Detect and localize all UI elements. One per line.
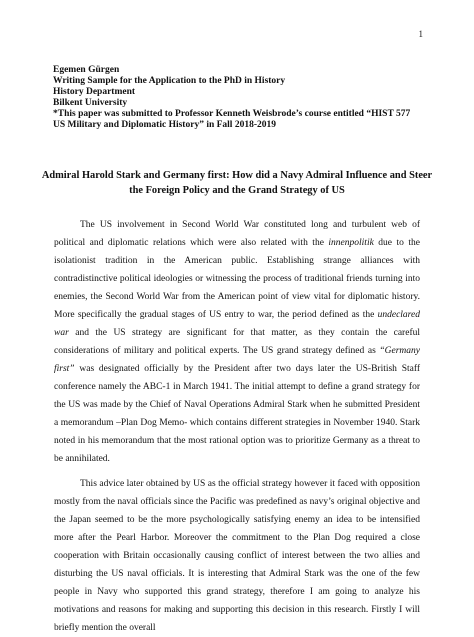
body-text	[54, 216, 420, 637]
paragraph-2: This advice later obtained by US as the official strategy however it faced with opposition mostly from the naval officials since the Pacific was predefined as navy’s original objective and the Japan seemed to be the more psychologically satisfying enemy an idea to be intensified more after the Pearl Harbor. Moreover the commitment to the Plan Dog required a close cooperation with Britain occasionally causing conflict of interest between the two allies and disturbing the US naval officials. It is interesting that Admiral Stark was the one of the few people in Navy who supported this grand strategy, therefore I am going to analyze his motivations and reasons for making and supporting this decision in this research. Firstly I will briefly mention the overall	[54, 479, 420, 633]
paragraph-1-text-b: due to the isolationist tradition in the American public. Establishing strange alliances with contradistinctive political ideologies or witnessing the process of traditional friends turning into enemies, the Second World War from the American point of view vital for diplomatic history. More specifically the gradual stages of US entry to war, the period defined as the	[54, 238, 420, 320]
italic-term-undeclared-war: undeclared war	[54, 310, 420, 338]
paragraph-1-text-c: and the US strategy are significant for that matter, as they contain the careful considerations of military and political experts. The US grand strategy defined as	[54, 328, 420, 356]
university: Bilkent University	[53, 98, 128, 108]
paragraph-1-text-d: was designated officially by the President after two days later the US-British Staff conference namely the ABC-1 in March 1941. The initial attempt to define a grand strategy for the US was made by the Chief of Naval Operations Admiral Stark when he submitted President a memorandum –Plan Dog Memo- which contains different strategies in November 1940. Stark noted in his memorandum that the most rational option was to prioritize Germany as a threat to be annihilated.	[54, 364, 420, 464]
paper-title: Admiral Harold Stark and Germany first: How did a Navy Admiral Influence and Steer the Foreign Policy and the Grand Strategy of US	[41, 170, 433, 196]
writing-sample-purpose: Writing Sample for the Application to the PhD in History	[53, 76, 286, 86]
author-header	[53, 65, 423, 131]
submission-note-line-2: US Military and Diplomatic History” in Fall 2018-2019	[53, 120, 276, 130]
page-number: 1	[418, 29, 423, 39]
department: History Department	[53, 87, 136, 97]
italic-term-innenpolitik: innenpolitik	[328, 238, 374, 248]
paragraph-1	[54, 216, 420, 468]
paragraph-1-text-a: The US involvement in Second World War constituted long and turbulent web of political and diplomatic relations which were also related with the	[54, 220, 420, 248]
submission-note-line-1: *This paper was submitted to Professor Kenneth Weisbrode’s course entitled “HIST 577	[53, 109, 411, 119]
italic-term-germany-first: “Germany first”	[54, 346, 420, 374]
author-name: Egemen Gürgen	[53, 65, 120, 75]
